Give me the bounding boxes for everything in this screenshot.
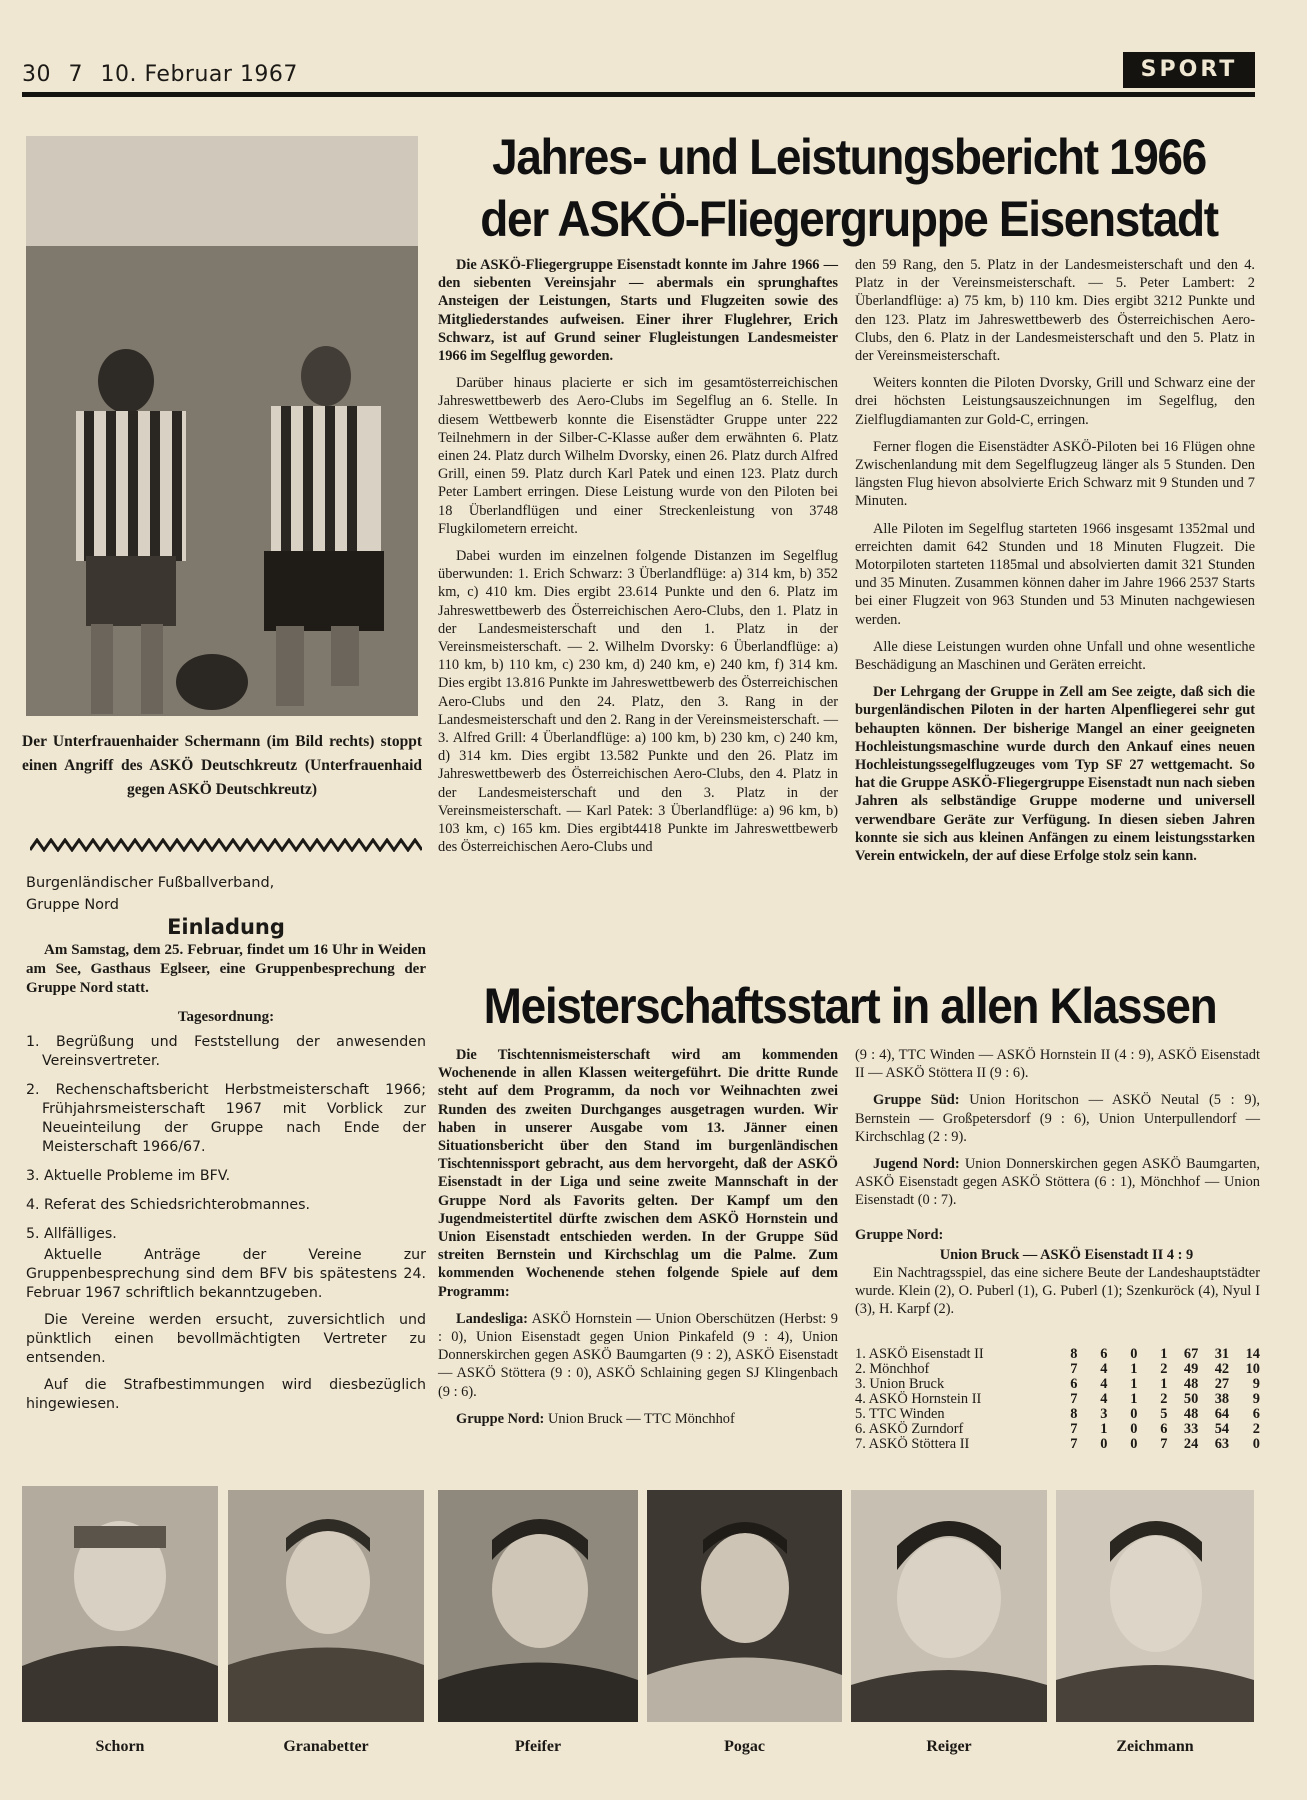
landesliga-label: Landesliga: bbox=[456, 1310, 528, 1327]
page-header bbox=[22, 62, 308, 87]
jugend-fixtures bbox=[855, 1155, 1260, 1210]
nord-fixtures bbox=[438, 1410, 838, 1428]
standings-value: 3 bbox=[1100, 1406, 1108, 1422]
einladung-paragraph: Die Vereine werden ersucht, zuversichtlich und pünktlich einen bevollmächtigten Vertreter zu entsenden. bbox=[26, 1312, 426, 1366]
standings-value: 7 bbox=[1160, 1436, 1168, 1452]
standings-team: 5. TTC Winden bbox=[855, 1406, 945, 1422]
standings-value: 38 bbox=[1214, 1391, 1230, 1407]
landesliga-fixtures bbox=[438, 1310, 838, 1401]
standings-team: 1. ASKÖ Eisenstadt II bbox=[855, 1346, 984, 1362]
header-rule bbox=[22, 92, 1255, 97]
portrait-name: Granabetter bbox=[283, 1738, 369, 1755]
standings-value: 0 bbox=[1130, 1346, 1138, 1362]
jugend-text: Union Donnerskirchen gegen ASKÖ Baumgarten, ASKÖ Eisenstadt gegen ASKÖ Stöttera (6 : 1), Mönchhof — Union Eisenstadt (0 : 7). bbox=[855, 1156, 1260, 1209]
agenda-title: Tagesordnung: bbox=[177, 1009, 275, 1025]
portrait-photo bbox=[1056, 1490, 1254, 1722]
standings-value: 0 bbox=[1252, 1436, 1260, 1452]
article2-lead: Die Tischtennismeisterschaft wird am kommenden Wochenende in allen Klassen weitergeführt. Die dritte Runde steht auf dem Programm, da noch vor Weihnachten zwei Runden des zweiten Durchganges ausgetragen wurden. Wir haben in unserer Ausgabe vom 13. Jänner einen Situationsbericht über den Stand im burgenländischen Tischtennissport gebracht, aus dem hervorgeht, daß der ASKÖ Eisenstadt in der Liga und seine zweite Mannschaft in der Gruppe Nord als Favorits gelten. Der Kampf um den Jugendmeistertitel dürfte zwischen dem ASKÖ Hornstein und Union Eisenstadt entschieden werden. In der Gruppe Süd streiten Bernstein und Kirchschlag um die Palme. Zum kommenden Wochenende stehen folgende Spiele auf dem Programm: bbox=[438, 1047, 838, 1300]
standings-table bbox=[855, 1347, 1260, 1452]
issue-mark: 7 bbox=[68, 62, 83, 87]
standings-value: 48 bbox=[1183, 1406, 1199, 1422]
nord-label: Gruppe Nord: bbox=[456, 1410, 545, 1427]
standings-value: 49 bbox=[1183, 1361, 1199, 1377]
standings-value: 64 bbox=[1214, 1406, 1230, 1422]
agenda-item: 1. Begrüßung und Feststellung der anwesenden Vereinsvertreter. bbox=[26, 1034, 426, 1069]
standings-value: 8 bbox=[1070, 1406, 1078, 1422]
standings-value: 6 bbox=[1100, 1346, 1108, 1362]
standings-value: 8 bbox=[1070, 1346, 1078, 1362]
portrait-photo bbox=[851, 1490, 1047, 1722]
standings-row bbox=[855, 1422, 1260, 1437]
einladung-block bbox=[26, 872, 426, 1422]
article1-headline-line1: Jahres- und Leistungsbericht 1966 bbox=[492, 129, 1206, 185]
standings-value: 48 bbox=[1183, 1376, 1199, 1392]
standings-value: 6 bbox=[1160, 1421, 1168, 1437]
standings-value: 54 bbox=[1214, 1421, 1230, 1437]
standings-value: 2 bbox=[1160, 1391, 1168, 1407]
agenda-list bbox=[26, 1033, 426, 1244]
article1-headline bbox=[469, 126, 1229, 250]
standings-value: 2 bbox=[1160, 1361, 1168, 1377]
standings-value: 9 bbox=[1252, 1391, 1260, 1407]
standings-team: 7. ASKÖ Stöttera II bbox=[855, 1436, 970, 1452]
zigzag-divider bbox=[30, 838, 422, 852]
sued-label: Gruppe Süd: bbox=[873, 1092, 960, 1109]
portrait-name: Pfeifer bbox=[514, 1738, 562, 1755]
result-line: Union Bruck — ASKÖ Eisenstadt II 4 : 9 bbox=[939, 1246, 1194, 1263]
article1-headline-line2: der ASKÖ-Fliegergruppe Eisenstadt bbox=[480, 191, 1218, 247]
portrait-name: Zeichmann bbox=[1116, 1738, 1194, 1755]
article1-paragraph: Alle diese Leistungen wurden ohne Unfall und ohne wesentliche Beschädigung an Maschinen und Geräten erreicht. bbox=[855, 638, 1255, 674]
standings-row bbox=[855, 1437, 1260, 1452]
sued-text: Union Horitschon — ASKÖ Neutal (5 : 9), Bernstein — Großpetersdorf (9 : 6), Union Unterpullendorf — Kirchschlag (2 : 9). bbox=[855, 1092, 1260, 1145]
standings-row bbox=[855, 1392, 1260, 1407]
einladung-org: Burgenländischer Fußballverband, bbox=[26, 875, 275, 891]
issue-date: 10. Februar 1967 bbox=[100, 62, 298, 87]
standings-value: 7 bbox=[1070, 1391, 1078, 1407]
standings-team: 4. ASKÖ Hornstein II bbox=[855, 1391, 982, 1407]
standings-value: 1 bbox=[1100, 1421, 1108, 1437]
standings-row bbox=[855, 1377, 1260, 1392]
einladung-org-group: Gruppe Nord bbox=[26, 897, 119, 913]
article1-paragraph: Dabei wurden im einzelnen folgende Distanzen im Segelflug überwunden: 1. Erich Schwarz: 3 Überlandflüge: a) 314 km, b) 352 km, c) 410 km. Dies ergibt 23.614 Punkte und den 6. Platz im Jahreswettbewerb des Österreichischen Aero-Clubs, den 1. Platz in der Landesmeisterschaft und den 1. Platz in der Vereinsmeisterschaft. — 2. Wilhelm Dvorsky: 6 Überlandflüge: a) 110 km, b) 110 km, c) 230 km, d) 240 km, e) 240 km, f) 314 km. Dies ergibt 13.816 Punkte im Jahreswettbewerb des Österreichischen Aero-Clubs und den 24. Platz, den 3. Rang in der Landesmeisterschaft und den 2. Rang in der Vereinsmeisterschaft. — 3. Alfred Grill: 4 Überlandflüge: a) 100 km, b) 230 km, c) 240 km, d) 314 km. Dies ergibt 13.582 Punkte und den 26. Platz im Jahreswettbewerb des Österreichischen Aero-Clubs, den 4. Platz in der Landesmeisterschaft und den 3. Platz in der Vereinsmeisterschaft. — Karl Patek: 3 Überlandflüge: a) 96 km, b) 103 km, c) 165 km. Dies ergibt4418 Punkte im Jahreswettbewerb des Österreichischen Aero-Clubs und bbox=[438, 548, 838, 856]
article1-paragraph: Alle Piloten im Segelflug starteten 1966 insgesamt 1352mal und erreichten damit 642 Stunden und 18 Minuten Flugzeit. Die Motorpiloten starteten 1185mal und absolvierten damit 321 Stunden und 35 Minuten. Zusammen können daher im Jahre 1966 2537 Starts bei einer Flugzeit von 963 Stunden und 53 Minuten nachgewiesen werden. bbox=[855, 520, 1255, 628]
standings-row bbox=[855, 1347, 1260, 1362]
article1-paragraph: Weiters konnten die Piloten Dvorsky, Grill und Schwarz eine der drei höchsten Leistungsauszeichnungen im Segelflug, den Zielflugdiamanten zur Gold-C, erringen. bbox=[855, 375, 1255, 428]
article1-lead: Die ASKÖ-Fliegergruppe Eisenstadt konnte im Jahre 1966 — den siebenten Vereinsjahr — abermals ein sprunghaftes Ansteigen der Leistungen, Starts und Flugzeiten sowie des Mitgliederstandes aufweisen. Einer ihrer Fluglehrer, Erich Schwarz, ist auf Grund seiner Flugleistungen Landesmeister 1966 im Segelflug geworden. bbox=[438, 257, 838, 365]
article1-paragraph: Ferner flogen die Eisenstädter ASKÖ-Piloten bei 16 Flügen ohne Zwischenlandung mit dem Segelflugzeug länger als 5 Stunden. Den längsten Flug hievon absolvierte Erich Schwarz mit 9 Stunden und 7 Minuten. bbox=[855, 438, 1255, 510]
standings-value: 0 bbox=[1130, 1436, 1138, 1452]
portrait-photo bbox=[438, 1490, 638, 1722]
sued-fixtures bbox=[855, 1091, 1260, 1146]
standings-value: 4 bbox=[1100, 1391, 1108, 1407]
portrait-photo bbox=[647, 1490, 842, 1722]
standings-value: 6 bbox=[1252, 1406, 1260, 1422]
result-group: Gruppe Nord: bbox=[855, 1226, 944, 1243]
standings-value: 7 bbox=[1070, 1361, 1078, 1377]
article1-paragraph: Der Lehrgang der Gruppe in Zell am See zeigte, daß sich die burgenländischen Piloten in der harten Alpenfliegerei sehr gut behaupten können. Der bisherige Mangel an einer geeigneten Hochleistungsmaschine wurde durch den Ankauf eines neuen Hochleistungssegelflugzeuges vom Typ SF 27 wettgemacht. So hat die Gruppe ASKÖ-Fliegergruppe Eisenstadt nun nach sieben Jahren als selbständige Gruppe moderne und universell verwendbare Geräte zur Verfügung. In diesen sieben Jahren konnte sie sich aus kleinen Anfängen zu einem leistungsstarken Verein entwickeln, der auf diese Erfolge stolz sein kann. bbox=[855, 684, 1255, 865]
einladung-paragraph: Auf die Strafbestimmungen wird diesbezüglich hingewiesen. bbox=[26, 1377, 426, 1412]
standings-value: 1 bbox=[1130, 1391, 1138, 1407]
standings-value: 5 bbox=[1160, 1406, 1168, 1422]
nord-text: Union Bruck — TTC Mönchhof bbox=[547, 1410, 735, 1427]
agenda-item: 5. Allfälliges. bbox=[26, 1226, 117, 1242]
standings-value: 14 bbox=[1245, 1346, 1260, 1362]
standings-value: 7 bbox=[1070, 1436, 1078, 1452]
standings-value: 2 bbox=[1252, 1421, 1260, 1437]
standings-value: 50 bbox=[1183, 1391, 1199, 1407]
standings-team: 6. ASKÖ Zurndorf bbox=[855, 1421, 964, 1437]
standings-row bbox=[855, 1362, 1260, 1377]
standings-value: 4 bbox=[1100, 1361, 1108, 1377]
einladung-intro: Am Samstag, dem 25. Februar, findet um 16 Uhr in Weiden am See, Gasthaus Eglseer, eine Gruppenbesprechung der Gruppe Nord statt. bbox=[26, 942, 426, 996]
standings-value: 67 bbox=[1183, 1346, 1199, 1362]
agenda-item: 4. Referat des Schiedsrichterobmannes. bbox=[26, 1197, 311, 1213]
standings-value: 0 bbox=[1130, 1406, 1138, 1422]
standings-value: 9 bbox=[1252, 1376, 1260, 1392]
photo-caption: Der Unterfrauenhaider Schermann (im Bild rechts) stoppt einen Angriff des ASKÖ Deutschkreutz (Unterfrauenhaid gegen ASKÖ Deutschkreutz) bbox=[22, 733, 422, 798]
standings-value: 31 bbox=[1214, 1346, 1230, 1362]
result-text: Ein Nachtragsspiel, das eine sichere Beute der Landeshauptstädter wurde. Klein (2), O. Puberl (1), G. Puberl (1); Szenkuröck (4), Nyul I (3), H. Karpf (2). bbox=[855, 1265, 1260, 1318]
einladung-title: Einladung bbox=[167, 915, 285, 939]
standings-value: 4 bbox=[1100, 1376, 1108, 1392]
standings-value: 1 bbox=[1130, 1361, 1138, 1377]
portrait-name: Reiger bbox=[926, 1738, 972, 1755]
standings-value: 10 bbox=[1245, 1361, 1260, 1377]
football-photo bbox=[26, 136, 418, 716]
nord-fixtures-continued: (9 : 4), TTC Winden — ASKÖ Hornstein II (4 : 9), ASKÖ Eisenstadt II — ASKÖ Stöttera II (9 : 6). bbox=[855, 1047, 1260, 1082]
standings-value: 42 bbox=[1214, 1361, 1230, 1377]
landesliga-text: ASKÖ Hornstein — Union Oberschützen (Herbst: 9 : 0), Union Eisenstadt gegen Union Pinkafeld (9 : 4), Union Donnerskirchen gegen ASKÖ Baumgarten (9 : 2), ASKÖ Eisenstadt — ASKÖ Stöttera (9 : 0), ASKÖ Schlaining gegen SJ Klingenbach (9 : 6). bbox=[438, 1310, 838, 1400]
portrait-name: Pogac bbox=[724, 1738, 765, 1755]
portrait-name: Schorn bbox=[95, 1738, 145, 1755]
einladung-paragraph: Aktuelle Anträge der Vereine zur Gruppenbesprechung sind dem BFV bis spätestens 24. Februar 1967 schriftlich bekanntzugeben. bbox=[26, 1247, 426, 1301]
standings-row bbox=[855, 1407, 1260, 1422]
standings-team: 2. Mönchhof bbox=[855, 1361, 930, 1377]
article2-right-column bbox=[855, 1046, 1260, 1328]
standings-value: 7 bbox=[1070, 1421, 1078, 1437]
article1-paragraph: Darüber hinaus placierte er sich im gesamtösterreichischen Jahreswettbewerb des Aero-Clubs im Segelflug an 6. Stelle. In diesem Wettbewerb konnte die Eisenstädter Gruppe unter 222 Teilnehmern in der Silber-C-Klasse außer dem erwähnten 6. Platz einen 24. Platz durch Wilhelm Dvorsky, einen 26. Platz durch Alfred Grill, einen 59. Platz durch Karl Patek und einen 123. Platz durch Peter Lambert erringen. Diese Leistung wurde von den Piloten bei 18 Überlandflügen und einer Streckenleistung von 3748 Flugkilometern erreicht. bbox=[438, 375, 838, 537]
standings-value: 63 bbox=[1214, 1436, 1230, 1452]
section-badge: SPORT bbox=[1123, 52, 1255, 88]
standings-value: 6 bbox=[1070, 1376, 1078, 1392]
article1-left-column bbox=[438, 256, 838, 866]
standings-value: 1 bbox=[1160, 1376, 1168, 1392]
standings-value: 1 bbox=[1130, 1376, 1138, 1392]
article2-left-column bbox=[438, 1046, 838, 1437]
article1-paragraph: den 59 Rang, den 5. Platz in der Landesmeisterschaft und den 4. Platz in der Vereinsmeisterschaft. — 5. Peter Lambert: 2 Überlandflüge: a) 75 km, b) 110 km. Dies ergibt 3212 Punkte und den 123. Platz im Jahreswettbewerb des Österreichischen Aero-Clubs, den 6. Platz in der Landesmeisterschaft und den 5. Platz in der Vereinsmeisterschaft. bbox=[855, 257, 1255, 365]
standings-team: 3. Union Bruck bbox=[855, 1376, 945, 1392]
standings-value: 27 bbox=[1214, 1376, 1230, 1392]
standings-value: 33 bbox=[1183, 1421, 1199, 1437]
standings-value: 1 bbox=[1160, 1346, 1168, 1362]
standings-value: 0 bbox=[1130, 1421, 1138, 1437]
jugend-label: Jugend Nord: bbox=[873, 1156, 960, 1173]
page-number: 30 bbox=[22, 62, 51, 87]
article1-right-column bbox=[855, 256, 1255, 874]
agenda-item: 2. Rechenschaftsbericht Herbstmeisterschaft 1966; Frühjahrsmeisterschaft 1967 mit Vorblick zur Neueinteilung der Gruppe nach Ende der Meisterschaft 1966/67. bbox=[26, 1082, 426, 1155]
standings-value: 0 bbox=[1100, 1436, 1108, 1452]
agenda-item: 3. Aktuelle Probleme im BFV. bbox=[26, 1168, 231, 1184]
article2-headline: Meisterschaftsstart in allen Klassen bbox=[483, 978, 1217, 1034]
portrait-photo bbox=[228, 1490, 424, 1722]
standings-value: 24 bbox=[1183, 1436, 1199, 1452]
portrait-photo bbox=[22, 1486, 218, 1722]
